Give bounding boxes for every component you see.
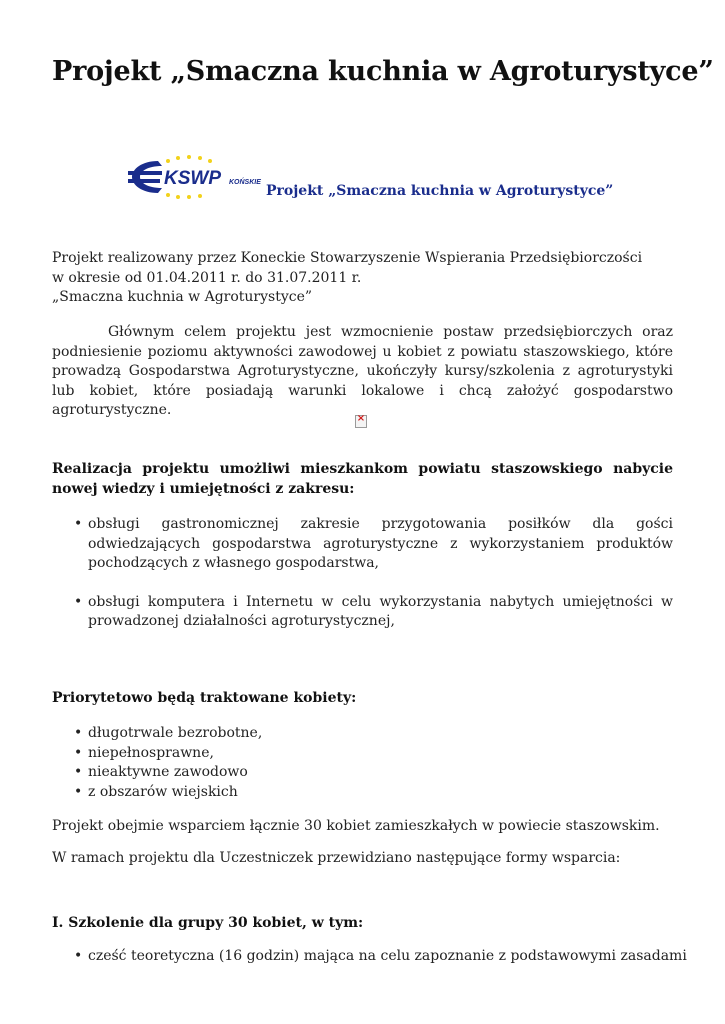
list-item: • z obszarów wiejskich <box>74 783 238 800</box>
project-logo <box>128 155 614 205</box>
goal-paragraph <box>52 323 673 421</box>
intro-line-organizer: Projekt realizowany przez Koneckie Stowarzyszenie Wspierania Przedsiębiorczości <box>52 250 643 266</box>
skills-list <box>52 515 673 632</box>
logo-sub-text: KOŃSKIE <box>229 179 261 186</box>
priority-heading: Priorytetowo będą traktowane kobiety: <box>52 690 357 706</box>
logo-brand-text: KSWP <box>164 168 221 189</box>
skills-heading: Realizacja projektu umożliwi mieszkankom powiatu staszowskiego nabycie nowej wiedzy i umiejętności z zakresu: <box>52 461 673 497</box>
list-item: • długotrwale bezrobotne, <box>74 725 263 741</box>
list-item: • obsługi gastronomicznej zakresie przygotowania posiłków dla gości odwiedzających gospodarstwa agroturystyczne z wykorzystaniem produktów pochodzących z własnego gospodarstwa, <box>74 516 673 571</box>
intro-paragraph <box>52 249 673 308</box>
intro-line-project-name: „Smaczna kuchnia w Agroturystyce” <box>52 289 313 305</box>
logo-caption: Projekt „Smaczna kuchnia w Agroturystyce” <box>266 183 614 199</box>
support-paragraph: Projekt obejmie wsparciem łącznie 30 kobiet zamieszkałych w powiecie staszowskim. <box>52 818 660 834</box>
forms-paragraph: W ramach projektu dla Uczestniczek przewidziano następujące formy wsparcia: <box>52 850 621 866</box>
list-item: • cześć teoretyczna (16 godzin) mająca na celu zapoznanie z podstawowymi zasadami <box>74 948 687 964</box>
priority-list <box>52 724 673 802</box>
list-item: • nieaktywne zawodowo <box>74 764 248 780</box>
intro-line-period: w okresie od 01.04.2011 r. do 31.07.2011 r. <box>52 269 362 286</box>
training-heading: I. Szkolenie dla grupy 30 kobiet, w tym: <box>52 915 364 931</box>
broken-image-icon: × <box>355 415 367 428</box>
training-list <box>52 947 687 967</box>
page-title: Projekt „Smaczna kuchnia w Agroturystyce” <box>52 56 714 87</box>
list-item: • obsługi komputera i Internetu w celu wykorzystania nabytych umiejętności w prowadzonej działalności agroturystycznej, <box>74 593 673 629</box>
goal-text: Głównym celem projektu jest wzmocnienie postaw przedsiębiorczych oraz podniesienie poziomu aktywności zawodowej u kobiet z powiatu staszowskiego, które prowadzą Gospodarstwa Agroturystyczne, ukończyły kursy/szkolenia z agroturystyki lub kobiet, które posiadają warunki lokalowe i chcą założyć gospodarstwo agroturystyczne. <box>52 324 673 418</box>
kswp-logo-icon <box>128 155 268 199</box>
list-item: • niepełnosprawne, <box>74 744 214 761</box>
